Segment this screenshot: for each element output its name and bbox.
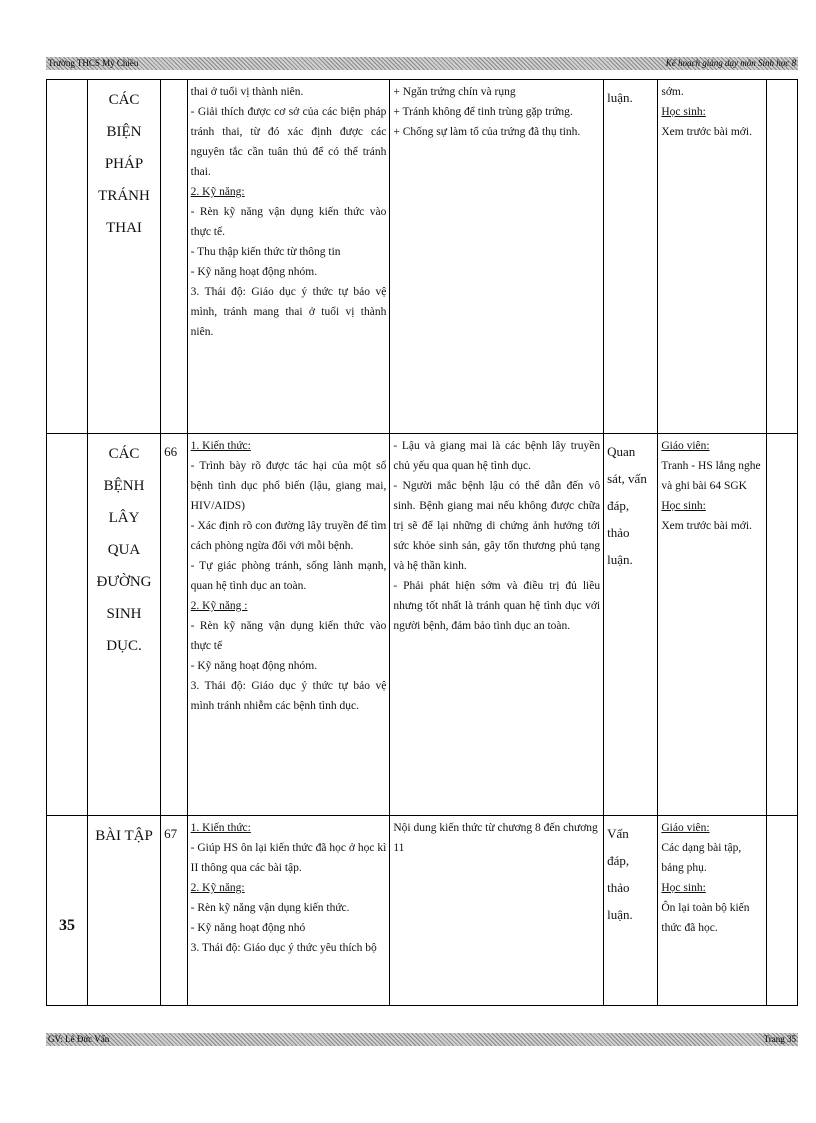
method-cell: Vấn đáp, thảo luận.	[604, 816, 658, 1006]
plan-title: Kế hoạch giảng dạy môn Sinh học 8	[665, 58, 796, 68]
table-row	[47, 434, 798, 816]
week-cell	[47, 434, 88, 816]
topic-cell: BÀI TẬP	[87, 816, 160, 1006]
period-cell: 66	[161, 434, 188, 816]
preparation-cell: Giáo viên: Tranh - HS lắng nghe và ghi bài 64 SGK Học sinh: Xem trước bài mới.	[658, 434, 767, 816]
method-cell: Quan sát, vấn đáp, thảo luận.	[604, 434, 658, 816]
note-cell	[766, 80, 797, 434]
table-row	[47, 816, 798, 1006]
school-name: Trường THCS Mỹ Chiều	[48, 58, 139, 68]
objectives-cell: 1. Kiến thức: - Trình bày rõ được tác hại của một số bệnh tình dục phổ biến (lậu, giang mai, HIV/AIDS) - Xác định rõ con đường lây truyền để tìm cách phòng ngừa đối với mỗi bệnh. - Tự giác phòng tránh, sống lành mạnh, quan hệ tình dục an toàn. 2. Kỹ năng : - Rèn kỹ năng vận dụng kiến thức vào thực tế - Kỹ năng hoạt động nhóm. 3. Thái độ: Giáo dục ý thức tự bảo vệ mình tránh nhiễm các bệnh tình dục.	[187, 434, 390, 816]
topic-cell: CÁC BỆNH LÂY QUA ĐƯỜNG SINH DỤC.	[87, 434, 160, 816]
content-cell: - Lậu và giang mai là các bệnh lây truyền chủ yếu qua quan hệ tình dục. - Người mắc bệnh lậu có thể dẫn đến vô sinh. Bệnh giang mai nếu không được chữa trị sẽ để lại những di chứng ảnh hưởng tới sức khỏe sinh sản, gây tổn thương phủ tạng và hệ thần kinh. - Phải phát hiện sớm và điều trị đủ liều nhưng tốt nhất là tránh quan hệ tình dục với người bệnh, đảm bảo tình dục an toàn.	[390, 434, 604, 816]
week-cell	[47, 80, 88, 434]
preparation-cell: sớm. Học sinh: Xem trước bài mới.	[658, 80, 767, 434]
table-row	[47, 80, 798, 434]
period-cell	[161, 80, 188, 434]
page-number: Trang 35	[763, 1034, 796, 1044]
content-cell: + Ngăn trứng chín và rụng + Tránh không để tinh trùng gặp trứng. + Chống sự làm tổ của trứng đã thụ tinh.	[390, 80, 604, 434]
objectives-cell: thai ở tuổi vị thành niên. - Giải thích được cơ sở của các biện pháp tránh thai, từ đó xác định được các nguyên tắc cần tuân thủ để có thể tránh thai. 2. Kỹ năng: - Rèn kỹ năng vận dụng kiến thức vào thực tế. - Thu thập kiến thức từ thông tin - Kỹ năng hoạt động nhóm. 3. Thái độ: Giáo dục ý thức tự bảo vệ mình, tránh mang thai ở tuổi vị thành niên.	[187, 80, 390, 434]
objectives-cell: 1. Kiến thức: - Giúp HS ôn lại kiến thức đã học ở học kì II thông qua các bài tập. 2. Kỹ năng: - Rèn kỹ năng vận dụng kiến thức. - Kỹ năng hoạt động nhó 3. Thái độ: Giáo dục ý thức yêu thích bộ	[187, 816, 390, 1006]
lesson-plan-table	[46, 79, 798, 1006]
period-cell: 67	[161, 816, 188, 1006]
method-cell: luận.	[604, 80, 658, 434]
page-footer	[46, 1033, 798, 1046]
note-cell	[766, 434, 797, 816]
page-header	[46, 57, 798, 70]
topic-cell: CÁC BIỆN PHÁP TRÁNH THAI	[87, 80, 160, 434]
week-cell: 35	[47, 816, 88, 1006]
note-cell	[766, 816, 797, 1006]
teacher-name: GV: Lê Đức Vấn	[48, 1034, 110, 1044]
preparation-cell: Giáo viên: Các dạng bài tập, bảng phụ. Học sinh: Ôn lại toàn bộ kiến thức đã học.	[658, 816, 767, 1006]
content-cell: Nội dung kiến thức từ chương 8 đến chương 11	[390, 816, 604, 1006]
